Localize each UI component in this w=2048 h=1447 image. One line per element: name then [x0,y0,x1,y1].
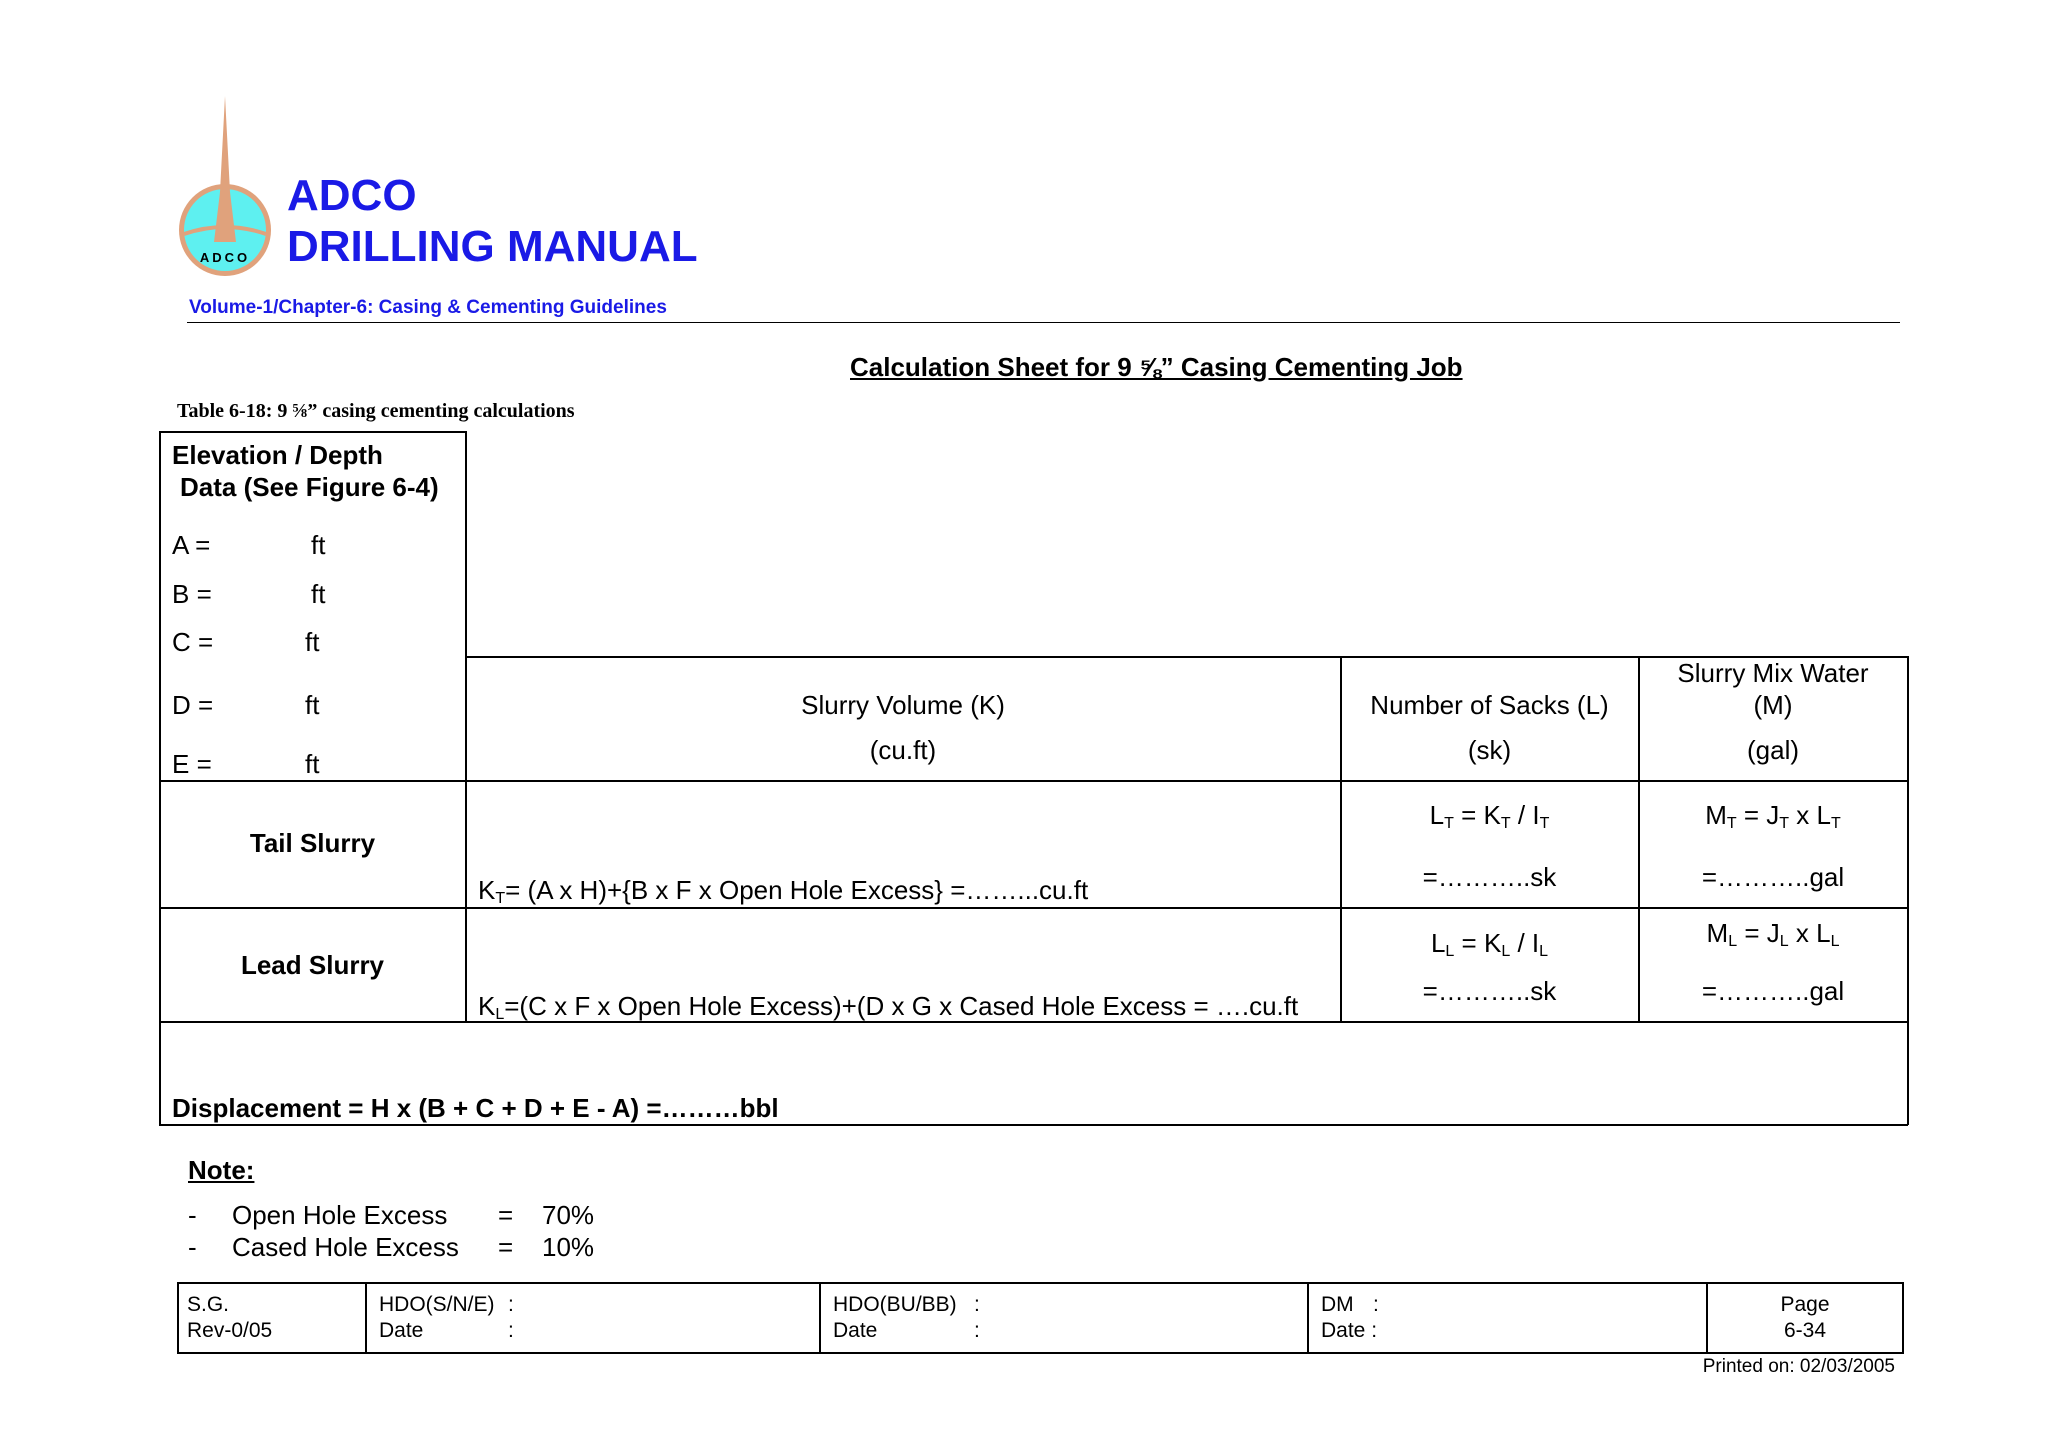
elevation-label-d: D = [172,690,214,720]
elevation-heading-line2: Data (See Figure 6-4) [180,472,439,502]
header-rule [187,322,1900,323]
printed-date: Printed on: 02/03/2005 [1702,1356,1895,1377]
elevation-label-c: C = [172,627,214,657]
volume-chapter: Volume-1/Chapter-6: Casing & Cementing Guidelines [189,297,667,318]
col-header-volume: Slurry Volume (K) [801,690,1005,720]
elevation-label-a: A = [172,530,211,560]
footer-hdo-sne: HDO(S/N/E) [379,1293,495,1316]
footer-hdo-bubb: HDO(BU/BB) [833,1293,957,1316]
note-eq-2: = [498,1232,514,1262]
col-header-water-line1: Slurry Mix Water [1677,658,1869,688]
footer-dm-colon: : [1373,1293,1379,1316]
brand-drilling-manual: DRILLING MANUAL [287,222,698,271]
table-caption: Table 6-18: 9 ⅝” casing cementing calculations [177,400,575,422]
note-title: Note: [188,1155,255,1185]
logo-text: ADCO [199,250,251,265]
displacement-formula: Displacement = H x (B + C + D + E - A) =………bbl [172,1093,779,1123]
footer-date-3: Date : [1321,1319,1378,1342]
elevation-unit-a: ft [311,530,326,560]
note-label-open-hole: Open Hole Excess [232,1200,448,1230]
lead-sacks-result: =………..sk [1422,976,1557,1006]
tail-slurry-label: Tail Slurry [249,828,376,858]
tail-volume-formula: $K_T= (A$ x H)+{B x F x Open Hole Excess} =……...cu.ft [478,875,1089,907]
col-header-sacks: Number of Sacks (L) [1370,690,1609,720]
note-dash-2: - [188,1232,197,1262]
elevation-label-e: E = [172,749,212,779]
lead-volume-formula: $K_L=(C$ x F x Open Hole Excess)+(D x G x Cased Hole Excess = ….cu.ft [478,991,1299,1023]
adco-logo [170,92,275,277]
lead-slurry-label: Lead Slurry [240,950,385,980]
footer-hdo-sne-colon: : [508,1293,514,1316]
col-unit-volume: (cu.ft) [869,735,937,765]
tail-sacks-equation: $L_T = K_T / I_T$ [1429,800,1550,832]
footer-hdo-bubb-colon: : [974,1293,980,1316]
footer-date-1: Date [379,1319,424,1342]
footer-date-2-colon: : [974,1319,980,1342]
footer-dm: DM [1321,1293,1354,1316]
elevation-label-b: B = [172,579,212,609]
footer-page-label: Page [1780,1293,1830,1316]
note-value-open-hole: 70% [542,1200,595,1230]
lead-water-equation: $M_L = J_L$ x $L_L$ [1706,918,1840,950]
footer-page-number: 6-34 [1783,1319,1827,1342]
note-dash-1: - [188,1200,197,1230]
brand-adco: ADCO [287,171,417,220]
note-value-cased-hole: 10% [542,1232,595,1262]
col-header-water-line2: (M) [1753,690,1793,720]
col-unit-sacks: (sk) [1467,735,1512,765]
sheet-title: Calculation Sheet for 9 ⅝” Casing Cementing Job [850,352,1463,382]
footer-rev: Rev-0/05 [187,1319,273,1342]
tail-water-result: =………..gal [1701,862,1845,892]
tail-sacks-result: =………..sk [1422,862,1557,892]
elevation-unit-b: ft [311,579,326,609]
note-eq-1: = [498,1200,514,1230]
col-unit-water: (gal) [1746,735,1799,765]
tail-water-equation: $M_T = J_T$ x $L_T$ [1705,800,1841,832]
elevation-unit-c: ft [305,627,320,657]
lead-water-result: =………..gal [1701,976,1845,1006]
footer-sg: S.G. [187,1293,230,1316]
elevation-unit-d: ft [305,690,320,720]
footer-date-2: Date [833,1319,878,1342]
elevation-heading-line1: Elevation / Depth [172,440,383,470]
lead-sacks-equation: $L_L = K_L / I_L$ [1430,928,1549,960]
footer-date-1-colon: : [508,1319,514,1342]
elevation-unit-e: ft [305,749,320,779]
note-label-cased-hole: Cased Hole Excess [232,1232,459,1262]
